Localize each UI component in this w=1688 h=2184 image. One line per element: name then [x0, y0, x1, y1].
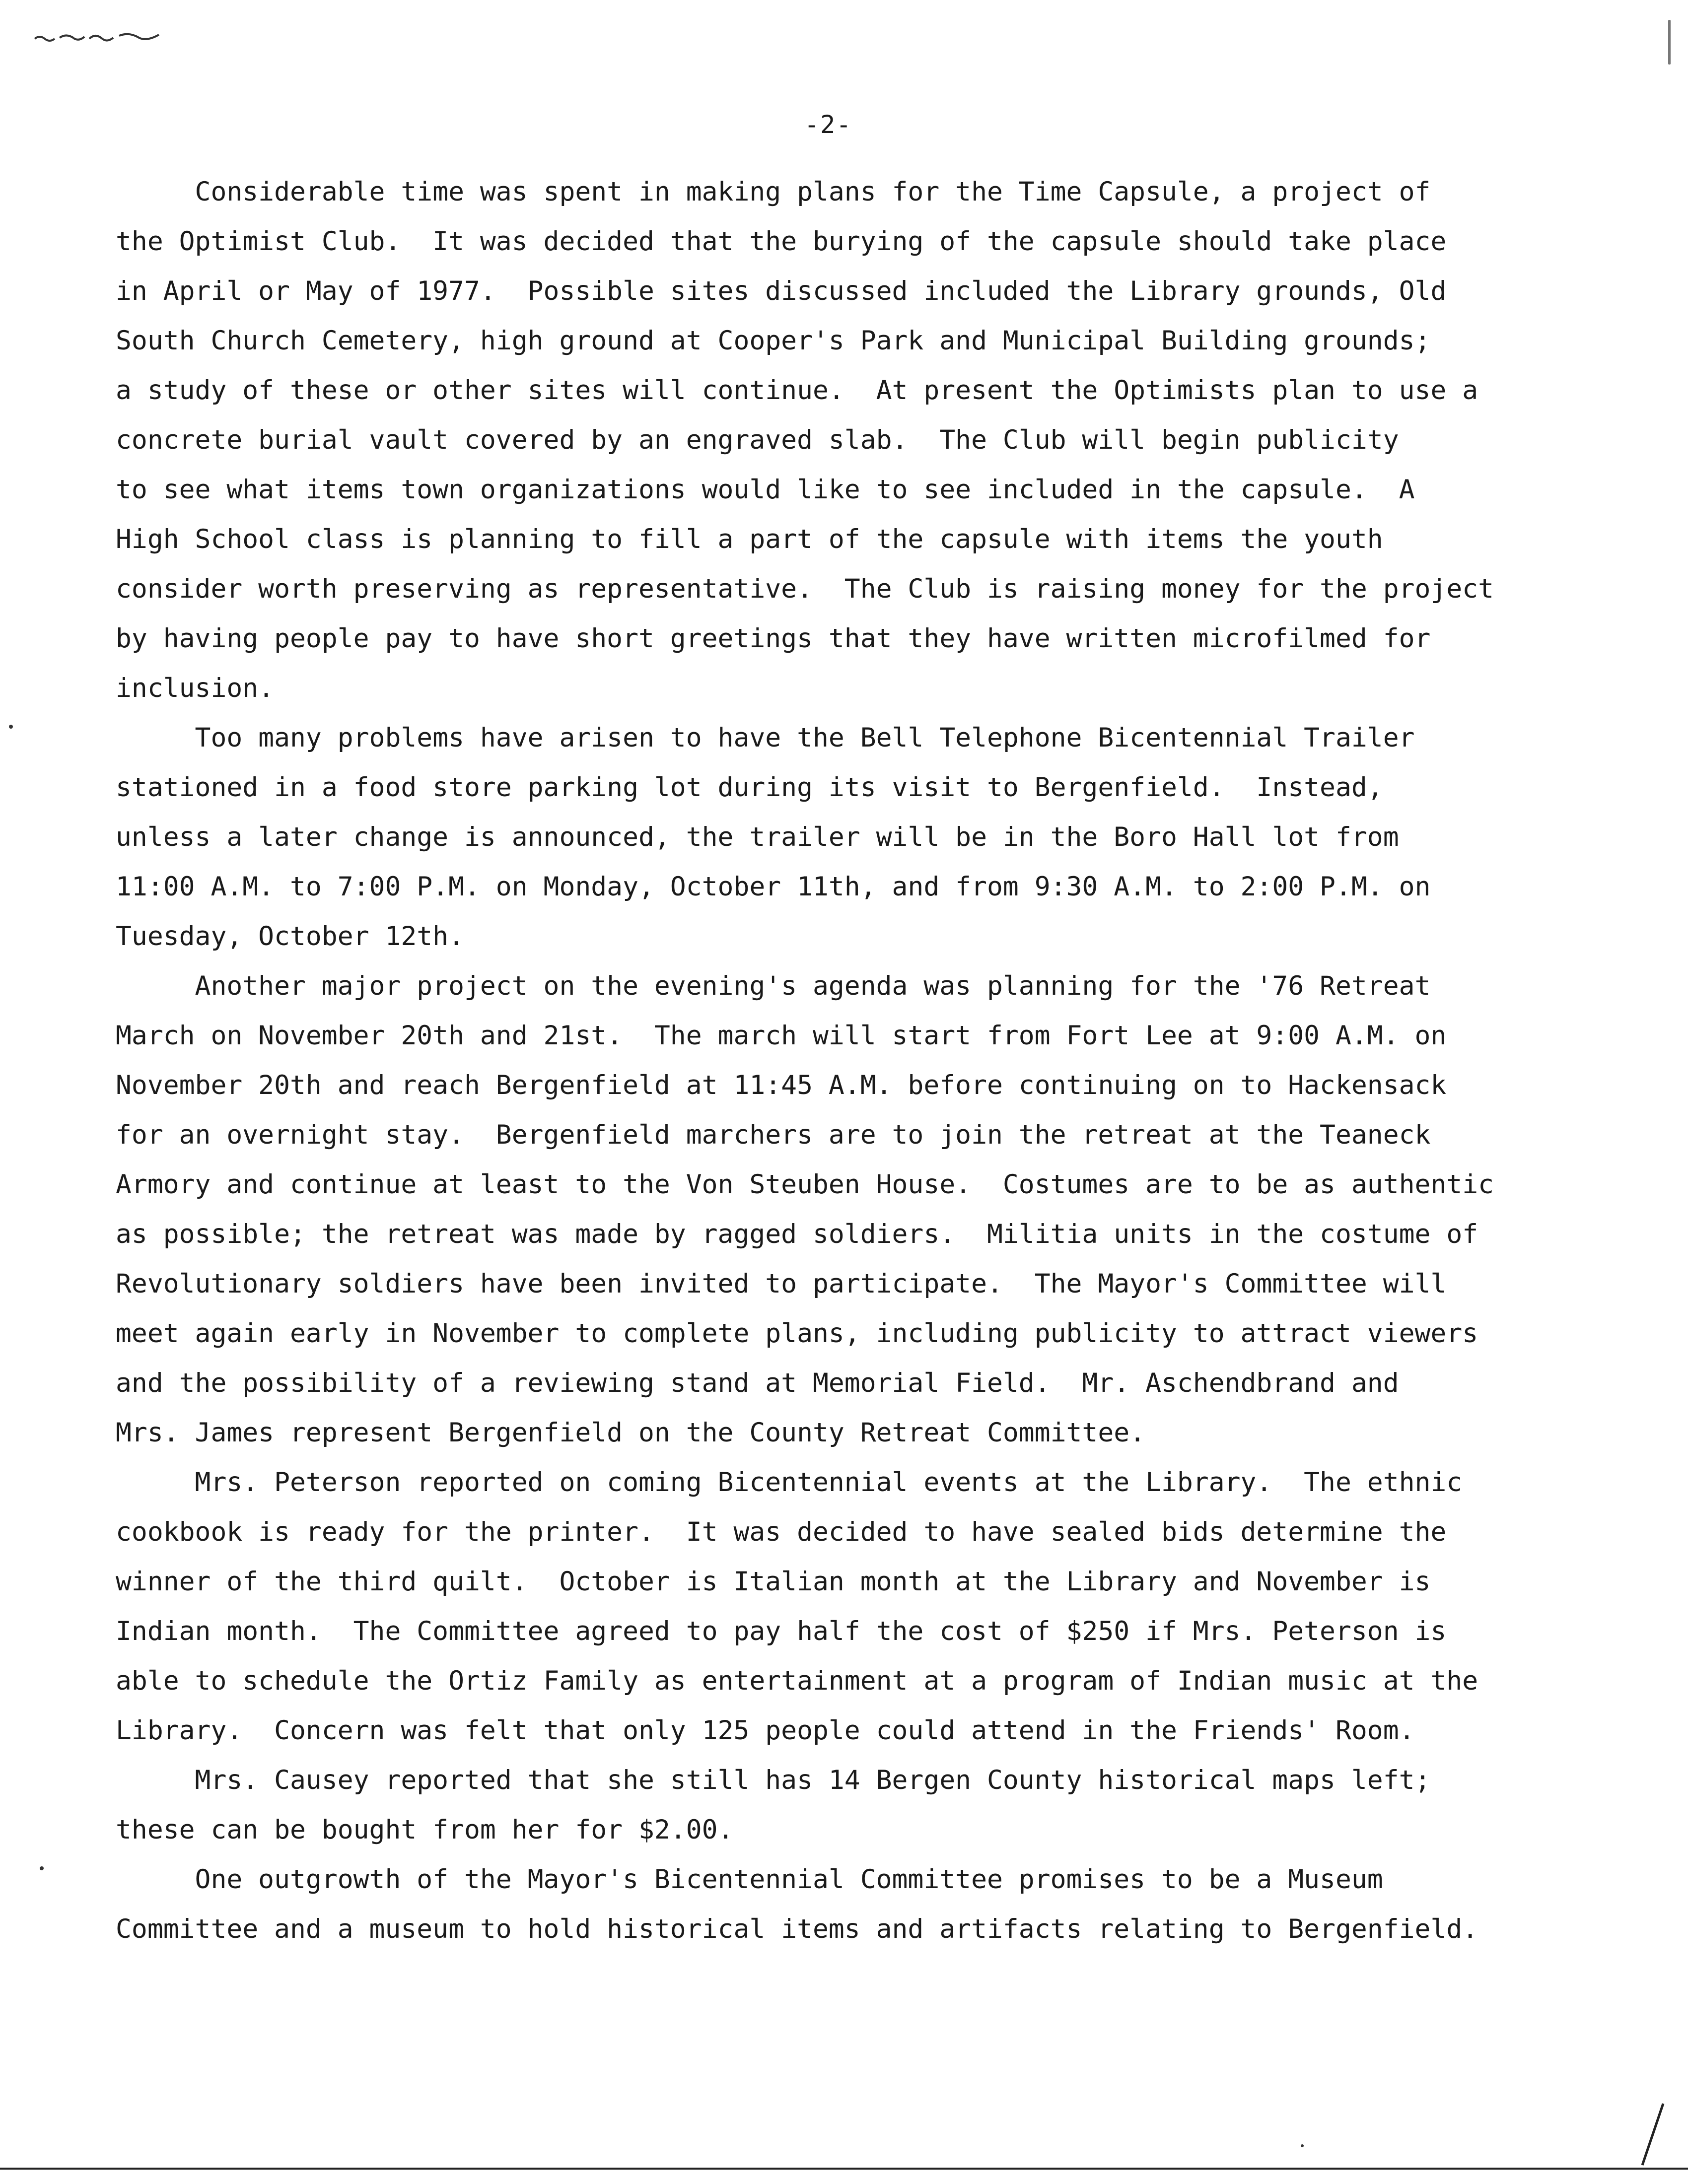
text-line: Mrs. Peterson reported on coming Bicentennial events at the Library. The ethnic [116, 1467, 1463, 1498]
text-line: as possible; the retreat was made by ragged soldiers. Militia units in the costume of [116, 1219, 1478, 1249]
text-line: Indian month. The Committee agreed to pay half the cost of $250 if Mrs. Peterson is [116, 1616, 1447, 1646]
text-line: 11:00 A.M. to 7:00 P.M. on Monday, October 11th, and from 9:30 A.M. to 2:00 P.M. on [116, 872, 1431, 902]
text-line: stationed in a food store parking lot during its visit to Bergenfield. Instead, [116, 772, 1383, 803]
text-line: Mrs. James represent Bergenfield on the County Retreat Committee. [116, 1418, 1146, 1448]
text-line: unless a later change is announced, the trailer will be in the Boro Hall lot from [116, 822, 1399, 852]
page-number: -2- [804, 110, 852, 139]
text-line: a study of these or other sites will continue. At present the Optimists plan to use a [116, 375, 1478, 406]
text-line: the Optimist Club. It was decided that the burying of the capsule should take place [116, 226, 1447, 257]
text-line: in April or May of 1977. Possible sites discussed included the Library grounds, Old [116, 276, 1447, 306]
text-line: cookbook is ready for the printer. It was decided to have sealed bids determine the [116, 1517, 1447, 1547]
text-line: these can be bought from her for $2.00. [116, 1815, 734, 1845]
text-line: November 20th and reach Bergenfield at 11:45 A.M. before continuing on to Hackensack [116, 1070, 1447, 1100]
text-line: to see what items town organizations would like to see included in the capsule. A [116, 475, 1415, 505]
text-line: One outgrowth of the Mayor's Bicentennial Committee promises to be a Museum [116, 1864, 1383, 1895]
text-line: for an overnight stay. Bergenfield marchers are to join the retreat at the Teaneck [116, 1120, 1431, 1150]
text-line: Revolutionary soldiers have been invited to participate. The Mayor's Committee will [116, 1269, 1447, 1299]
scan-speck [1301, 2144, 1304, 2147]
text-line: Armory and continue at least to the Von Steuben House. Costumes are to be as authentic [116, 1169, 1494, 1200]
text-line: Another major project on the evening's agenda was planning for the '76 Retreat [116, 971, 1431, 1001]
handwritten-slash-mark [1638, 2100, 1668, 2171]
text-line: Considerable time was spent in making plans for the Time Capsule, a project of [116, 177, 1431, 207]
scan-speck [9, 725, 13, 729]
text-line: Library. Concern was felt that only 125 people could attend in the Friends' Room. [116, 1715, 1415, 1746]
text-line: Too many problems have arisen to have the Bell Telephone Bicentennial Trailer [116, 723, 1415, 753]
text-line: by having people pay to have short greetings that they have written microfilmed for [116, 623, 1431, 654]
text-line: winner of the third quilt. October is Italian month at the Library and November is [116, 1567, 1431, 1597]
text-line: High School class is planning to fill a part of the capsule with items the youth [116, 524, 1383, 554]
text-line: Committee and a museum to hold historical items and artifacts relating to Bergenfield. [116, 1914, 1478, 1944]
text-line: able to schedule the Ortiz Family as entertainment at a program of Indian music at the [116, 1666, 1478, 1696]
text-line: consider worth preserving as representative. The Club is raising money for the project [116, 574, 1494, 604]
handwritten-scribble [30, 24, 169, 56]
scan-speck [40, 1866, 44, 1870]
text-line: March on November 20th and 21st. The march will start from Fort Lee at 9:00 A.M. on [116, 1021, 1447, 1051]
scan-edge-mark [1668, 20, 1671, 65]
text-line: inclusion. [116, 673, 275, 703]
text-line: and the possibility of a reviewing stand at Memorial Field. Mr. Aschendbrand and [116, 1368, 1399, 1398]
text-line: concrete burial vault covered by an engraved slab. The Club will begin publicity [116, 425, 1399, 455]
text-line: meet again early in November to complete plans, including publicity to attract viewers [116, 1318, 1478, 1349]
bottom-rule [0, 2168, 1688, 2170]
text-line: Mrs. Causey reported that she still has 14 Bergen County historical maps left; [116, 1765, 1431, 1795]
text-line: Tuesday, October 12th. [116, 921, 464, 952]
text-line: South Church Cemetery, high ground at Cooper's Park and Municipal Building grounds; [116, 326, 1431, 356]
